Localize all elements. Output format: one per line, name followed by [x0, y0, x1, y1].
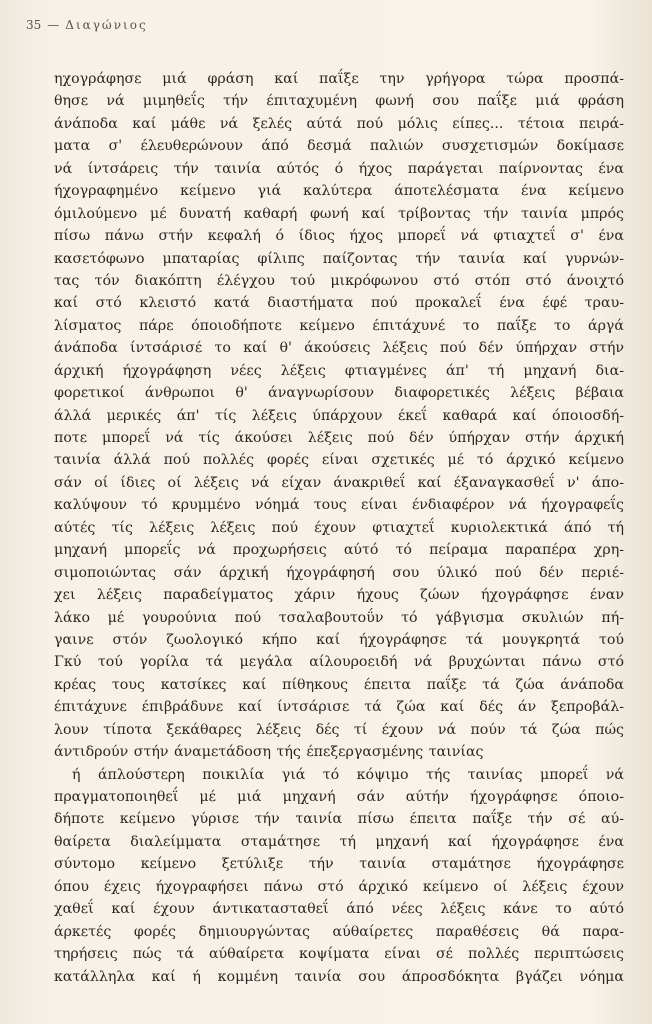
- text-line: ήχογραφημένο κείμενο γιά καλύτερα άποτελέσματα ένα κείμενο: [54, 183, 624, 200]
- text-line: ποτε μπορεΐ νά τίς άκούσει λέξεις πού δέν ύπήρχαν στήν άρχική: [54, 430, 624, 446]
- text-line: τας τόν διακόπτη έλέγχου τού μικρόφωνου στό στόπ στό άνοιχτό: [54, 272, 624, 289]
- text-line: σιμοποιώντας σάν άρχική ήχογράφησή σου ύλικό πού δέν περιέ-: [54, 564, 624, 581]
- paragraph-end-line: άντιδρούν στήν άναμετάδοση τής έπεξεργασμένης ταινίας: [54, 744, 484, 761]
- text-line: άρκετές φορές δημιουργώντας αύθαίρετες παραθέσεις θά παρα-: [54, 923, 624, 940]
- text-line: λάκο μέ γουρούνια πού τσαλαβουτοΰν τό γάβγισμα σκυλιών πή-: [54, 609, 624, 626]
- text-line: χει λέξεις παραδείγματος χάριν ήχους ζώων ήχογράφησε έναν: [54, 587, 624, 604]
- text-line: φορετικοί άνθρωποι θ' άναγνωρίσουν διαφορετικές λέξεις βέβαια: [54, 385, 624, 402]
- text-line: καί στό κλειστό κατά διαστήματα πού προκαλεΐ ένα έφέ τραυ-: [54, 295, 624, 312]
- text-line: κατάλληλα καί ή κομμένη ταινία σου άπροσδόκητα βγάζει νόημα: [54, 968, 624, 985]
- text-line: άλλά μερικές άπ' τίς λέξεις ύπάρχουν έκεΐ καθαρά καί όποιοσδή-: [54, 407, 624, 424]
- text-line: πραγματοποιηθεΐ μέ μιά μηχανή σάν αύτήν ήχογράφησε όποιο-: [54, 789, 624, 805]
- page-number: 35: [26, 18, 42, 32]
- text-line: γαινε στόν ζωολογικό κήπο καί ήχογράφησε τά μουγκρητά τού: [54, 631, 624, 648]
- paragraph-start-line: ή άπλούστερη ποικιλία γιά τό κόψιμο τής ταινίας μπορεΐ νά: [72, 766, 624, 783]
- text-line: ηχογράφησε μιά φράση καί παΐξε την γρήγορα τώρα προσπά-: [54, 71, 624, 87]
- text-line: άνάποδα καί μάθε νά ξελές αύτά πού μόλις είπες... τέτοια πειρά-: [54, 115, 624, 132]
- text-line: σάν οί ίδιες οί λέξεις νά είχαν άνακριθεΐ καί έξαναγκασθεΐ ν' άπο-: [54, 474, 624, 491]
- text-line: δήποτε κείμενο γύρισε τήν ταινία πίσω έπειτα παΐξε τήν σέ αύ-: [54, 811, 624, 828]
- running-title: Διαγώνιος: [65, 18, 148, 32]
- text-line: καλύψουν τό κρυμμένο νόημά τους είναι ένδιαφέρον νά ήχογραφεΐς: [54, 497, 624, 514]
- text-line: άρχική ήχογράφηση νέες λέξεις φτιαγμένες άπ' τή μηχανή δια-: [54, 362, 624, 379]
- text-line: χαθεΐ καί έχουν άντικατασταθεΐ άπό νέες λέξεις κάνε το αύτό: [54, 901, 624, 918]
- text-line: ματα σ' έλευθερώνουν άπό δεσμά παλιών συσχετισμών δοκίμασε: [54, 138, 624, 155]
- text-line: θησε νά μιμηθεΐς τήν έπιταχυμένη φωνή σου παΐξε μιά φράση: [54, 93, 624, 110]
- text-line: όμιλούμενο μέ δυνατή καθαρή φωνή καί τρίβοντας τήν ταινία μπρός: [54, 205, 624, 222]
- body-text: [54, 68, 624, 988]
- text-line: όπου έχεις ήχογραφήσει πάνω στό άρχικό κείμενο οί λέξεις έχουν: [54, 878, 624, 895]
- header-dash: —: [47, 18, 60, 32]
- text-line: πίσω πάνω στήν κεφαλή ό ίδιος ήχος μπορεΐ νά φτιαχτεΐ σ' ένα: [54, 228, 624, 245]
- text-line: κασετόφωνο μπαταρίας φίλιπς παίζοντας τήν ταινία καί γυρνών-: [54, 250, 624, 267]
- text-line: άνάποδα ίντσάρισέ το καί θ' άκούσεις λέξεις πού δέν ύπήρχαν στήν: [54, 340, 624, 357]
- text-line: λίσματος πάρε όποιοδήποτε κείμενο έπιτάχυνέ το παΐξε το άργά: [54, 317, 624, 334]
- text-line: λουν τίποτα ξεκάθαρες λέξεις δές τί έχουν νά πούν τά ζώα πώς: [54, 721, 624, 738]
- text-line: νά ίντσάρεις τήν ταινία αύτός ό ήχος παράγεται παίρνοντας ένα: [54, 160, 624, 177]
- text-line: κρέας τους κατσίκες καί πίθηκους έπειτα παΐξε τά ζώα άνάποδα: [54, 676, 624, 693]
- text-line: σύντομο κείμενο ξετύλιξε τήν ταινία σταμάτησε ήχογράφησε: [54, 856, 624, 873]
- text-line: θαίρετα διαλείμματα σταμάτησε τή μηχανή καί ήχογράφησε ένα: [54, 833, 624, 850]
- text-line: Γκύ τού γορίλα τά μεγάλα αίλουροειδή νά βρυχώνται πάνω στό: [54, 654, 624, 671]
- text-line: ταινία άλλά πού πολλές φορές είναι σχετικές μέ τό άρχικό κείμενο: [54, 452, 624, 469]
- running-header: [26, 18, 148, 32]
- text-line: μηχανή μπορεΐς νά προχωρήσεις αύτό τό πείραμα παραπέρα χρη-: [54, 542, 624, 559]
- text-line: έπιτάχυνε έπιβράδυνε καί ίντσάρισε τά ζώα καί δές άν ξεπροβάλ-: [54, 699, 624, 716]
- text-line: αύτές τίς λέξεις λέξεις πού έχουν φτιαχτεΐ κυριολεκτικά άπό τή: [54, 519, 624, 536]
- text-line: τηρήσεις πώς τά αύθαίρετα κοψίματα είναι σέ πολλές περιπτώσεις: [54, 946, 624, 963]
